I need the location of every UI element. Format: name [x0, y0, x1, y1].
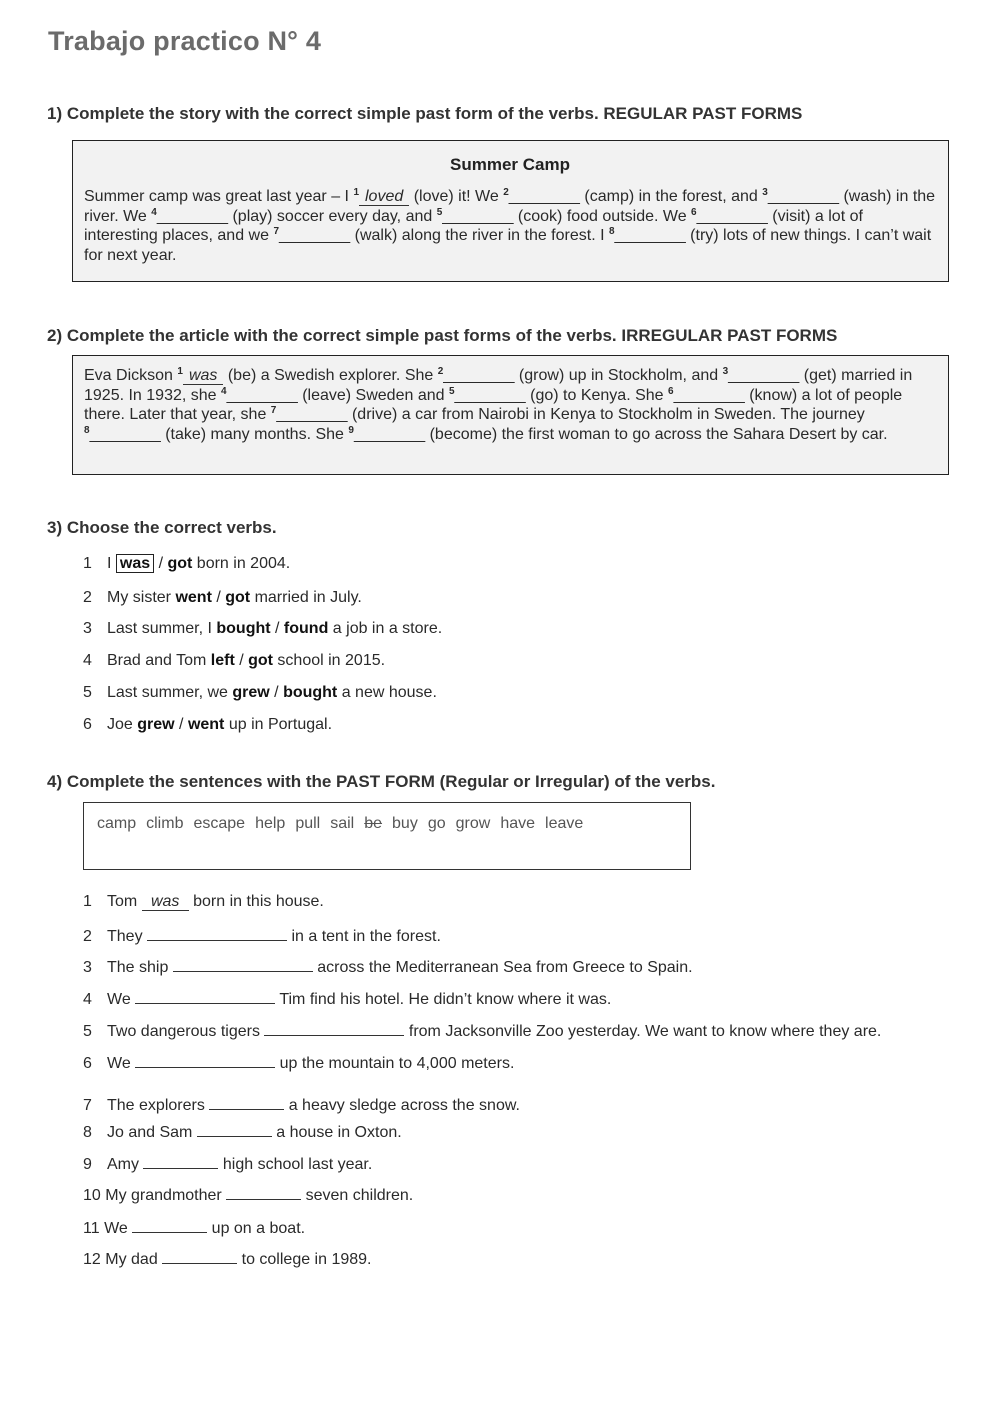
- section4-heading: 4) Complete the sentences with the PAST FORM (Regular or Irregular) of the verbs.: [47, 772, 716, 791]
- choice-option[interactable]: got: [167, 555, 193, 572]
- word-bank-item: help: [255, 815, 286, 832]
- choice-option[interactable]: bought: [283, 684, 338, 701]
- choice-item: 4 Brad and Tom left / got school in 2015.: [83, 652, 386, 669]
- example-answer: was: [183, 368, 223, 385]
- blank-7[interactable]: ________ (drive) a car from Nairobi in Kenya to Stockholm in Sweden. The journey: [276, 406, 865, 423]
- blank-9[interactable]: ________ (become) the first woman to go across the Sahara Desert by car.: [353, 425, 888, 443]
- sentence-item: 8 Jo and Sam a house in Oxton.: [83, 1124, 402, 1141]
- choice-item: 3 Last summer, I bought / found a job in a store.: [83, 620, 443, 637]
- answer-blank[interactable]: [162, 1249, 237, 1264]
- word-bank-item: buy: [392, 815, 418, 832]
- choice-option[interactable]: left: [210, 652, 235, 669]
- choice-item: 5 Last summer, we grew / bought a new house.: [83, 684, 437, 701]
- example-answer: loved: [359, 189, 409, 206]
- word-bank-item: climb: [146, 815, 184, 832]
- answer-blank[interactable]: [147, 926, 287, 941]
- page-title: Trabajo practico N° 4: [48, 26, 322, 56]
- sentence-item: 6 We up the mountain to 4,000 meters.: [83, 1055, 515, 1072]
- story-text: Summer camp was great last year – I $^1$ loved (love) it! We $^2$________ (camp) in the forest, and $^3$________ (wash) in the river. We $^4$________ (play) soccer every day, and $^5$________ (cook) food outside. We $^6$________ (visit) a lot of interesting places, and we $^7$________ (walk) along the river in the forest. I $^8$________ (try) lots of new things. I can’t wait for next year.: [84, 187, 936, 264]
- word-bank-item: camp: [97, 815, 137, 832]
- choice-option[interactable]: went: [175, 589, 212, 606]
- blank-4[interactable]: ________ (play) soccer every day, and: [156, 207, 437, 225]
- sentence-item: 7 The explorers a heavy sledge across the snow.: [83, 1097, 520, 1114]
- choice-item: 1 I was / got born in 2004.: [83, 555, 291, 572]
- choice-item: 2 My sister went / got married in July.: [83, 589, 362, 606]
- blank-7[interactable]: ________ (walk) along the river in the forest. I: [279, 227, 609, 244]
- blank-5[interactable]: ________ (cook) food outside. We: [442, 207, 692, 225]
- answer-blank[interactable]: [173, 957, 313, 972]
- choice-option[interactable]: found: [283, 620, 329, 637]
- example-answer: was: [142, 894, 189, 911]
- article-text: Eva Dickson $^1$ was (be) a Swedish explorer. She $^2$________ (grow) up in Stockholm, and $^3$________ (get) married in 1925. In 1932, she $^4$________ (leave) Sweden and $^5$________ (go) to Kenya. She $^6$________ (know) a lot of people there. Later that year, she $^7$________ (drive) a car from Nairobi in Kenya to Stockholm in Sweden. The journey $^8$________ (take) many months. She $^9$________ (become) the first woman to go across the Sahara Desert by car.: [84, 366, 913, 443]
- word-bank-item: pull: [295, 815, 321, 832]
- blank-2[interactable]: ________ (grow) up in Stockholm, and: [443, 367, 723, 384]
- word-bank-item: have: [500, 815, 536, 832]
- sentence-item: 10 My grandmother seven children.: [83, 1187, 414, 1204]
- blank-3[interactable]: ________ (get) married in 1925. In 1932, she: [84, 367, 913, 404]
- word-bank-item: leave: [545, 815, 584, 832]
- story-box: [72, 140, 949, 282]
- blank-6[interactable]: ________ (visit) a lot of interesting places, and we: [84, 207, 863, 244]
- sentence-item: 11 We up on a boat.: [83, 1220, 306, 1237]
- blank-6[interactable]: ________ (know) a lot of people there. Later that year, she: [84, 386, 903, 423]
- section1-heading: 1) Complete the story with the correct simple past form of the verbs. REGULAR PAST FORMS: [47, 104, 803, 123]
- blank-8[interactable]: ________ (take) many months. She: [89, 425, 349, 443]
- blank-3[interactable]: ________ (wash) in the river. We: [84, 188, 936, 225]
- word-bank-item: grow: [455, 815, 491, 832]
- word-bank-item: sail: [330, 815, 355, 832]
- answer-blank[interactable]: [135, 989, 275, 1004]
- word-bank-item: escape: [193, 815, 246, 832]
- blank-4[interactable]: ________ (leave) Sweden and: [226, 386, 449, 404]
- answer-blank[interactable]: [132, 1218, 207, 1233]
- answer-blank[interactable]: [209, 1095, 284, 1110]
- word-bank-item: go: [427, 815, 446, 832]
- word-bank: [83, 802, 691, 870]
- answer-blank[interactable]: [264, 1021, 404, 1036]
- blank-5[interactable]: ________ (go) to Kenya. She: [454, 386, 669, 404]
- choice-option[interactable]: got: [248, 652, 273, 669]
- choice-option[interactable]: got: [225, 589, 251, 606]
- sentence-item: 2 They in a tent in the forest.: [83, 928, 441, 945]
- sentence-item: 1 Tom was born in this house.: [83, 893, 324, 910]
- blank-8[interactable]: ________ (try) lots of new things. I can’t wait for next year.: [84, 227, 932, 264]
- word-bank-item-used: be: [364, 815, 383, 832]
- article-box: [72, 355, 949, 475]
- choice-option[interactable]: was: [116, 554, 154, 573]
- answer-blank[interactable]: [197, 1122, 272, 1137]
- sentence-item: 3 The ship across the Mediterranean Sea from Greece to Spain.: [83, 959, 693, 976]
- choice-item: 6 Joe grew / went up in Portugal.: [83, 716, 333, 733]
- sentence-item: 9 Amy high school last year.: [83, 1156, 373, 1173]
- choice-option[interactable]: bought: [216, 620, 271, 637]
- answer-blank[interactable]: [226, 1185, 301, 1200]
- choice-option[interactable]: grew: [137, 716, 175, 733]
- blank-2[interactable]: ________ (camp) in the forest, and: [508, 188, 763, 205]
- choice-option[interactable]: went: [187, 716, 225, 733]
- story-title: Summer Camp: [450, 155, 570, 174]
- sentence-item: 12 My dad to college in 1989.: [83, 1251, 372, 1268]
- section2-heading: 2) Complete the article with the correct simple past forms of the verbs. IRREGULAR PAST FORMS: [47, 326, 838, 345]
- answer-blank[interactable]: [143, 1154, 218, 1169]
- section3-heading: 3) Choose the correct verbs.: [47, 518, 277, 537]
- sentence-item: 5 Two dangerous tigers from Jacksonville Zoo yesterday. We want to know where they are.: [83, 1023, 882, 1040]
- sentence-item: 4 We Tim find his hotel. He didn’t know where it was.: [83, 991, 612, 1008]
- answer-blank[interactable]: [135, 1053, 275, 1068]
- choice-option[interactable]: grew: [232, 684, 270, 701]
